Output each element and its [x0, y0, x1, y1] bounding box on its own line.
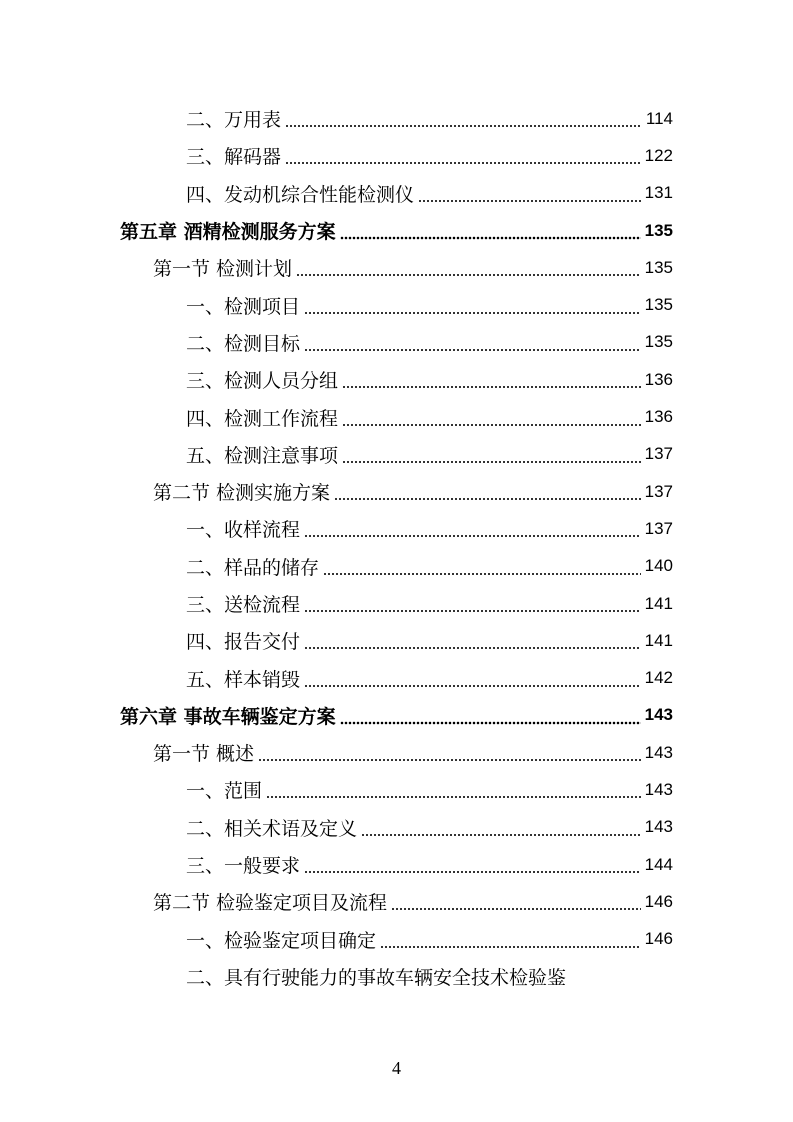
- toc-entry-page: 135: [644, 332, 673, 352]
- toc-entry-page: 146: [644, 929, 673, 949]
- toc-entry-page: 141: [644, 593, 673, 613]
- toc-entry-title: 第一节 概述: [153, 743, 255, 766]
- toc-entry-title: 四、发动机综合性能检测仪: [186, 183, 415, 206]
- toc-entry-page: 136: [644, 369, 673, 389]
- toc-entry[interactable]: [0, 137, 793, 174]
- toc-leader-dots: [296, 258, 641, 277]
- toc-leader-dots: [361, 818, 641, 837]
- toc-leader-dots: [304, 631, 641, 650]
- toc-entry-page: 143: [644, 742, 673, 762]
- toc-entry-title: 一、检测项目: [186, 295, 301, 318]
- toc-entry-page: 143: [644, 779, 673, 799]
- toc-entry-title: 第一节 检测计划: [153, 258, 293, 281]
- toc-leader-dots: [285, 109, 641, 128]
- toc-entry-page: 135: [644, 295, 673, 315]
- toc-leader-dots: [266, 780, 641, 799]
- toc-entry-title: 三、一般要求: [186, 855, 301, 878]
- toc-entry-title: 三、检测人员分组: [186, 370, 339, 393]
- toc-entry[interactable]: [0, 958, 793, 995]
- toc-entry-page: 114: [645, 108, 673, 128]
- toc-entry[interactable]: [0, 697, 793, 734]
- toc-entry-title: 二、万用表: [186, 109, 282, 132]
- toc-entry[interactable]: [0, 734, 793, 771]
- toc-entry[interactable]: [0, 398, 793, 435]
- toc-entry[interactable]: [0, 100, 793, 137]
- toc-entry-title: 第六章 事故车辆鉴定方案: [120, 705, 336, 728]
- toc-entry-title: 四、报告交付: [186, 631, 301, 654]
- toc-entry-title: 三、送检流程: [186, 594, 301, 616]
- toc-entry-title: 四、检测工作流程: [186, 407, 339, 430]
- toc-entry-page: 142: [644, 668, 673, 688]
- toc-entry-title: 一、收样流程: [186, 519, 301, 542]
- toc-entry-title: 二、样品的储存: [186, 556, 320, 579]
- toc-entry-page: 137: [644, 481, 673, 501]
- toc-leader-dots: [340, 706, 641, 725]
- toc-entry-title: 二、检测目标: [186, 332, 301, 355]
- toc-entry[interactable]: [0, 622, 793, 659]
- toc-entry-title: 五、检测注意事项: [186, 444, 339, 467]
- toc-entry-page: 144: [644, 854, 673, 874]
- toc-entry-page: 137: [644, 518, 673, 538]
- toc-leader-dots: [323, 557, 641, 576]
- toc-entry[interactable]: [0, 809, 793, 846]
- toc-entry-title: 一、范围: [186, 780, 263, 803]
- toc-leader-dots: [342, 408, 641, 427]
- page-number: 4: [392, 1058, 401, 1078]
- toc-entry-page: 135: [644, 257, 673, 277]
- toc-leader-dots: [304, 296, 641, 315]
- toc-leader-dots: [334, 482, 641, 501]
- toc-entry-title: 二、具有行驶能力的事故车辆安全技术检验鉴: [186, 966, 567, 989]
- toc-entry-title: 五、样本销毁: [186, 668, 301, 691]
- toc-entry-page: 140: [644, 556, 673, 576]
- toc-entry[interactable]: [0, 846, 793, 883]
- toc-entry[interactable]: [0, 585, 793, 622]
- toc-leader-dots: [391, 892, 641, 911]
- toc-entry[interactable]: [0, 286, 793, 323]
- toc-entry-page: 141: [644, 630, 673, 650]
- toc-entry[interactable]: [0, 921, 793, 958]
- toc-entry[interactable]: [0, 659, 793, 696]
- toc-leader-dots: [304, 669, 641, 688]
- toc-entry[interactable]: [0, 883, 793, 920]
- toc-entry-page: 143: [644, 817, 673, 837]
- toc-leader-dots: [304, 519, 641, 538]
- toc-leader-dots: [285, 146, 641, 165]
- toc-leader-dots: [342, 370, 641, 389]
- toc-entry[interactable]: [0, 175, 793, 212]
- toc-entry-page: 131: [644, 183, 673, 203]
- toc-entry[interactable]: [0, 361, 793, 398]
- toc-entry-title: 一、检验鉴定项目确定: [186, 929, 377, 952]
- toc-entry-page: 122: [644, 145, 673, 165]
- toc-entry[interactable]: [0, 324, 793, 361]
- toc-entry[interactable]: [0, 771, 793, 808]
- toc-leader-dots: [304, 855, 641, 874]
- toc-leader-dots: [258, 743, 641, 762]
- toc-leader-dots: [304, 594, 641, 613]
- toc-entry-page: 135: [644, 220, 673, 240]
- toc-entry-title: 第二节 检测实施方案: [153, 482, 331, 505]
- toc-entry[interactable]: [0, 473, 793, 510]
- toc-entry-title: 三、解码器: [186, 146, 282, 169]
- table-of-contents: [0, 100, 793, 995]
- toc-entry-page: 143: [644, 705, 673, 725]
- toc-entry[interactable]: [0, 212, 793, 249]
- toc-leader-dots: [380, 930, 641, 949]
- toc-entry-title: 二、相关术语及定义: [186, 817, 358, 840]
- toc-entry-page: 137: [644, 444, 673, 464]
- toc-leader-dots: [304, 333, 641, 352]
- toc-entry-page: 146: [644, 891, 673, 911]
- toc-leader-dots: [340, 221, 641, 240]
- toc-leader-dots: [342, 445, 641, 464]
- toc-entry[interactable]: [0, 510, 793, 547]
- toc-entry-title: 第二节 检验鉴定项目及流程: [153, 892, 388, 915]
- toc-entry[interactable]: [0, 436, 793, 473]
- toc-entry[interactable]: [0, 249, 793, 286]
- toc-entry-page: 136: [644, 407, 673, 427]
- toc-entry[interactable]: [0, 548, 793, 585]
- toc-leader-dots: [418, 184, 641, 203]
- toc-entry-title: 第五章 酒精检测服务方案: [120, 221, 336, 244]
